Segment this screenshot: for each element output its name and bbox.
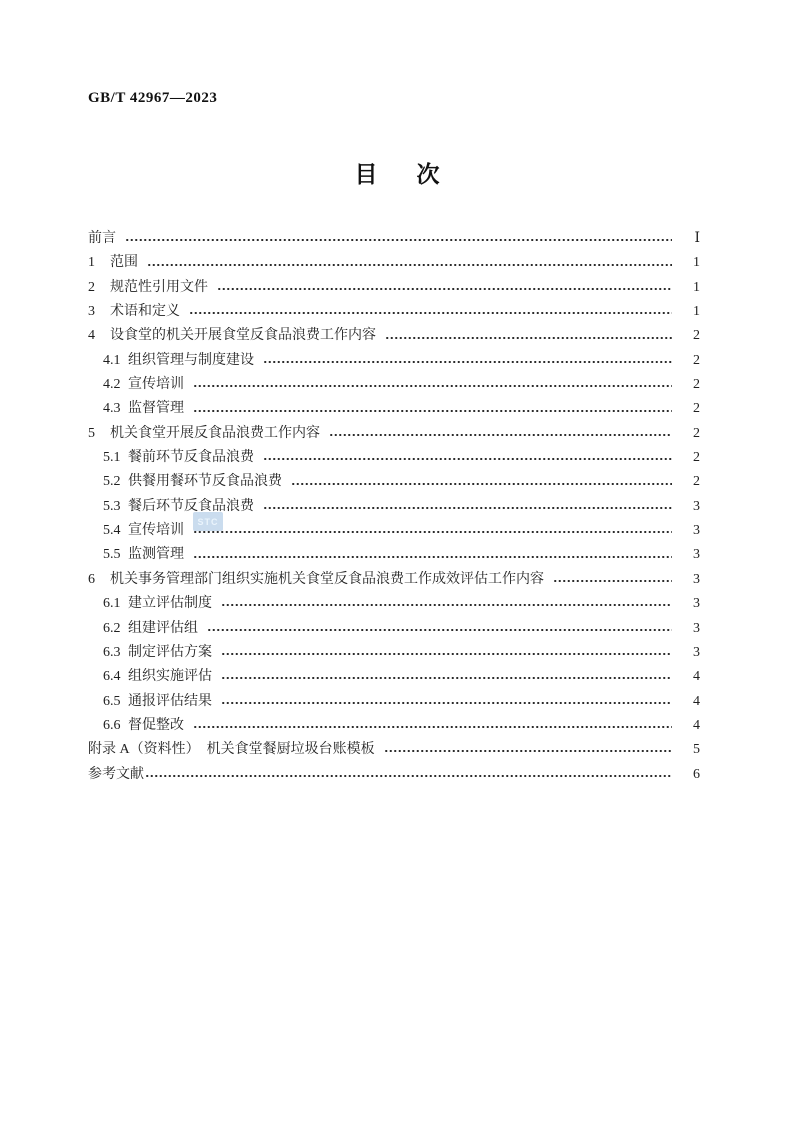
toc-page-number: 2 [693,425,700,441]
watermark: STC [193,512,223,531]
toc-row[interactable] [88,276,700,300]
toc-entry-title: 术语和定义 [110,304,180,320]
toc-row[interactable] [88,592,700,616]
toc-entry-number: 5.1 [103,450,121,466]
leader-dots [221,700,672,706]
toc-page-number: 2 [693,401,700,417]
toc-page-number: 6 [693,766,700,782]
toc-page-number: 3 [693,523,700,539]
leader-dots [553,578,672,584]
toc-entry-number: 5.5 [103,547,121,563]
toc-row[interactable] [88,470,700,494]
leader-dots [221,675,672,681]
toc-entry-title: 机关事务管理部门组织实施机关食堂反食品浪费工作成效评估工作内容 [110,571,544,587]
toc-row[interactable] [88,665,700,689]
toc-row[interactable] [88,543,700,567]
toc-row[interactable] [88,690,700,714]
leader-dots [384,748,672,754]
toc-row[interactable] [88,519,700,543]
toc-page-number: 3 [693,498,700,514]
leader-dots [189,310,672,316]
toc-row[interactable] [88,251,700,275]
toc-page-number: 1 [693,279,700,295]
leader-dots [147,262,672,268]
toc-row[interactable] [88,397,700,421]
toc-page-number: 3 [693,644,700,660]
toc-entry-title: 设食堂的机关开展食堂反食品浪费工作内容 [110,328,376,344]
toc-entry-number: 4.1 [103,352,121,368]
leader-dots [263,505,672,511]
toc-entry-number: 6.1 [103,596,121,612]
toc-entry-number: 4 [88,328,95,344]
toc-entry-title: 餐前环节反食品浪费 [128,450,254,466]
toc-entry-title: 组织管理与制度建设 [128,352,254,368]
leader-dots [263,359,672,365]
toc-page-number: 1 [693,304,700,320]
leader-dots [217,286,672,292]
toc-page-number: 2 [693,328,700,344]
leader-dots [207,627,672,633]
toc-entry-title: 建立评估制度 [128,596,212,612]
toc-entry-number: 6 [88,571,95,587]
toc-entry-number: 6.3 [103,644,121,660]
toc-row[interactable] [88,300,700,324]
toc-page-number: 2 [693,450,700,466]
toc-entry-number: 2 [88,279,95,295]
toc-entry-title: 参考文献 [88,766,144,782]
toc-page-number: 5 [693,742,700,758]
toc-row[interactable] [88,617,700,641]
toc-entry-number: 6.2 [103,620,121,636]
leader-dots [193,554,672,560]
toc-page-number: 4 [693,717,700,733]
toc-entry-title: 机关食堂开展反食品浪费工作内容 [110,425,320,441]
leader-dots [193,529,672,535]
toc-entry-title: 组建评估组 [128,620,198,636]
toc-page-number: 2 [693,377,700,393]
toc-row[interactable] [88,227,700,251]
toc-entry-number: 5 [88,425,95,441]
toc-row[interactable] [88,763,700,787]
toc-entry-number: 5.3 [103,498,121,514]
toc-entry-number: 6.6 [103,717,121,733]
toc-entry-number: 6.5 [103,693,121,709]
toc-page-number: 3 [693,571,700,587]
leader-dots [221,651,672,657]
standard-number: GB/T 42967—2023 [88,90,218,106]
toc-row[interactable] [88,641,700,665]
toc-entry-title: 规范性引用文件 [110,279,208,295]
leader-dots [263,456,672,462]
toc-entry-title: 通报评估结果 [128,693,212,709]
toc-entry-number: 5.2 [103,474,121,490]
toc-entry-number: 1 [88,255,95,271]
leader-dots [329,432,672,438]
toc-page-number: 2 [693,352,700,368]
toc-entry-number: 5.4 [103,523,121,539]
toc-entry-title: 附录 A（资料性） 机关食堂餐厨垃圾台账模板 [88,742,375,758]
toc-entry-title: 供餐用餐环节反食品浪费 [128,474,282,490]
toc-entry-title: 组织实施评估 [128,669,212,685]
toc-entry-title: 宣传培训 [128,377,184,393]
toc-entry-title: 范围 [110,255,138,271]
leader-dots [291,481,672,487]
toc-entry-number: 4.3 [103,401,121,417]
leader-dots [193,408,672,414]
toc-row[interactable] [88,446,700,470]
toc-page-number: 4 [693,669,700,685]
toc-entry-title: 制定评估方案 [128,644,212,660]
leader-dots [145,773,672,779]
page-title: 目 次 [354,162,448,187]
toc-entry-title: 监测管理 [128,547,184,563]
toc-entry-number: 6.4 [103,669,121,685]
toc-page-number: 4 [693,693,700,709]
toc-row[interactable] [88,568,700,592]
toc-row[interactable] [88,495,700,519]
toc-entry-title: 前言 [88,231,116,246]
toc-row[interactable] [88,422,700,446]
toc-entry-title: 宣传培训 [128,523,184,539]
toc-page-number: Ⅰ [694,231,700,246]
toc-page-number: 3 [693,547,700,563]
toc-entry-title: 餐后环节反食品浪费 [128,498,254,514]
toc-entry-title: 督促整改 [128,717,184,733]
toc-page-number: 3 [693,620,700,636]
toc-row[interactable] [88,373,700,397]
toc-page-number: 1 [693,255,700,271]
toc-list [88,227,700,787]
toc-row[interactable] [88,349,700,373]
leader-dots [385,335,672,341]
toc-row[interactable] [88,738,700,762]
toc-row[interactable] [88,714,700,738]
toc-entry-number: 3 [88,304,95,320]
leader-dots [193,724,672,730]
toc-entry-number: 4.2 [103,377,121,393]
toc-page-number: 2 [693,474,700,490]
toc-entry-title: 监督管理 [128,401,184,417]
leader-dots [221,602,672,608]
leader-dots [193,383,672,389]
toc-row[interactable] [88,324,700,348]
toc-page-number: 3 [693,596,700,612]
leader-dots [125,237,672,243]
